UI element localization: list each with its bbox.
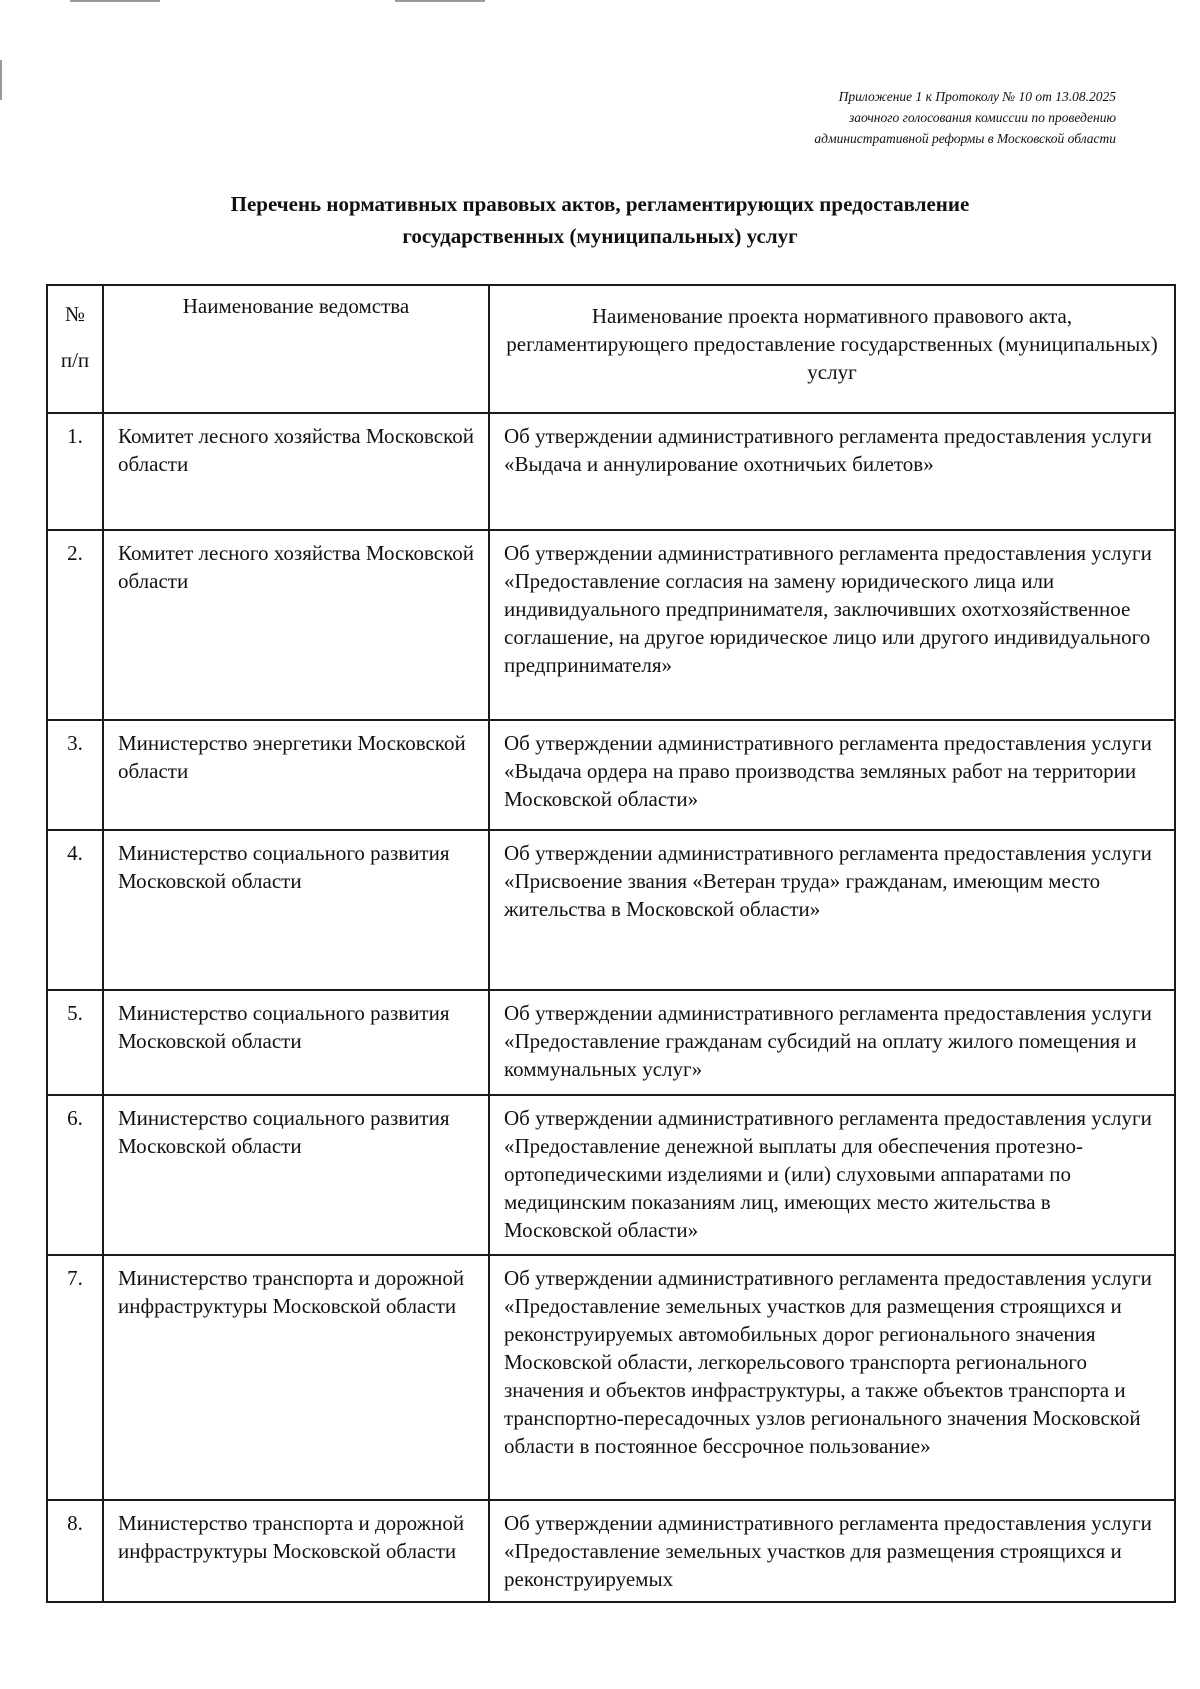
row-number: 6. bbox=[47, 1095, 103, 1255]
table-row bbox=[47, 530, 1175, 720]
row-department: Комитет лесного хозяйства Московской области bbox=[103, 530, 489, 720]
row-act: Об утверждении административного регламента предоставления услуги «Выдача и аннулирование охотничьих билетов» bbox=[489, 413, 1175, 530]
row-act: Об утверждении административного регламента предоставления услуги «Предоставление денежной выплаты для обеспечения протезно-ортопедическими изделиями и (или) слуховыми аппаратами по медицинским показаниям лиц, имеющих место жительства в Московской области» bbox=[489, 1095, 1175, 1255]
row-act: Об утверждении административного регламента предоставления услуги «Предоставление гражданам субсидий на оплату жилого помещения и коммунальных услуг» bbox=[489, 990, 1175, 1095]
scan-mark-top-mid bbox=[395, 0, 485, 2]
appendix-line: Приложение 1 к Протоколу № 10 от 13.08.2025 bbox=[838, 89, 1116, 104]
row-act: Об утверждении административного регламента предоставления услуги «Предоставление земельных участков для размещения строящихся и реконструируемых bbox=[489, 1500, 1175, 1602]
row-number: 3. bbox=[47, 720, 103, 830]
appendix-note bbox=[814, 86, 1116, 149]
document-title bbox=[0, 188, 1200, 252]
row-number: 5. bbox=[47, 990, 103, 1095]
row-number: 2. bbox=[47, 530, 103, 720]
row-number: 4. bbox=[47, 830, 103, 990]
row-department: Министерство энергетики Московской области bbox=[103, 720, 489, 830]
table-row bbox=[47, 990, 1175, 1095]
row-act: Об утверждении административного регламента предоставления услуги «Выдача ордера на право производства земляных работ на территории Московской области» bbox=[489, 720, 1175, 830]
table-row bbox=[47, 830, 1175, 990]
table-row bbox=[47, 1500, 1175, 1602]
row-act: Об утверждении административного регламента предоставления услуги «Предоставление согласия на замену юридического лица или индивидуального предпринимателя, заключивших охотхозяйственное соглашение, на другое юридическое лицо или другого индивидуального предпринимателя» bbox=[489, 530, 1175, 720]
row-number: 1. bbox=[47, 413, 103, 530]
scan-mark-left-edge bbox=[0, 60, 2, 100]
row-department: Министерство транспорта и дорожной инфраструктуры Московской области bbox=[103, 1500, 489, 1602]
table-row bbox=[47, 413, 1175, 530]
appendix-line: административной реформы в Московской области bbox=[814, 131, 1116, 146]
header-act: Наименование проекта нормативного правового акта, регламентирующего предоставление государственных (муниципальных) услуг bbox=[489, 285, 1175, 413]
row-department: Министерство социального развития Московской области bbox=[103, 990, 489, 1095]
header-number-abbr: п/п bbox=[60, 348, 90, 372]
row-number: 7. bbox=[47, 1255, 103, 1500]
title-line: Перечень нормативных правовых актов, регламентирующих предоставление bbox=[230, 192, 970, 216]
acts-table bbox=[46, 284, 1176, 1603]
row-department: Министерство социального развития Московской области bbox=[103, 830, 489, 990]
header-department: Наименование ведомства bbox=[103, 285, 489, 413]
table-row bbox=[47, 1095, 1175, 1255]
scan-mark-top-left bbox=[70, 0, 160, 2]
row-department: Министерство социального развития Московской области bbox=[103, 1095, 489, 1255]
row-department: Министерство транспорта и дорожной инфраструктуры Московской области bbox=[103, 1255, 489, 1500]
row-act: Об утверждении административного регламента предоставления услуги «Присвоение звания «Ветеран труда» гражданам, имеющим место жительства в Московской области» bbox=[489, 830, 1175, 990]
header-number-symbol: № bbox=[64, 302, 86, 326]
table-header-row bbox=[47, 285, 1175, 413]
table-row bbox=[47, 720, 1175, 830]
row-department: Комитет лесного хозяйства Московской области bbox=[103, 413, 489, 530]
appendix-line: заочного голосования комиссии по проведению bbox=[848, 110, 1116, 125]
row-number: 8. bbox=[47, 1500, 103, 1602]
table-row bbox=[47, 1255, 1175, 1500]
row-act: Об утверждении административного регламента предоставления услуги «Предоставление земельных участков для размещения строящихся и реконструируемых автомобильных дорог регионального значения Московской области, легкорельсового транспорта регионального значения и объектов инфраструктуры, а также объектов транспорта и транспортно-пересадочных узлов регионального значения Московской области в постоянное бессрочное пользование» bbox=[489, 1255, 1175, 1500]
title-line: государственных (муниципальных) услуг bbox=[402, 224, 798, 248]
header-number bbox=[47, 285, 103, 413]
